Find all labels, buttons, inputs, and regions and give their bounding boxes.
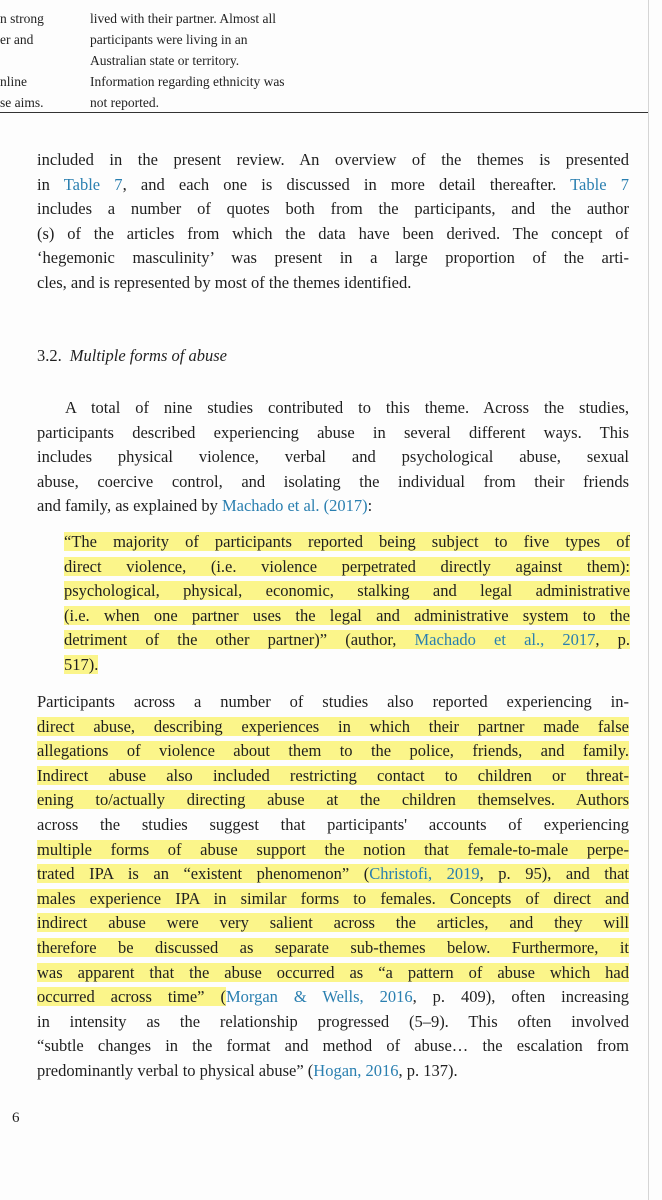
text-line xyxy=(37,739,629,764)
text-line xyxy=(37,470,629,495)
table-right-cell: not reported. xyxy=(90,95,159,110)
text-run: detriment of the other partner)” (author, xyxy=(64,630,415,650)
text-line xyxy=(37,1034,629,1059)
text-run: in xyxy=(37,174,64,194)
page-number: 6 xyxy=(12,1110,20,1126)
text-run: was apparent that the abuse occurred as “a pattern of abuse which had xyxy=(37,962,629,982)
text-run: includes a number of quotes both from the participants, and the author xyxy=(37,199,629,219)
text-line xyxy=(37,911,629,936)
text-line xyxy=(37,1010,629,1035)
table-right-cell: Australian state or territory. xyxy=(90,53,240,68)
text-run: males experience IPA in similar forms to females. Concepts of direct and xyxy=(37,888,629,908)
section-number: 3.2. xyxy=(37,346,62,365)
citation-link[interactable]: Machado et al. (2017) xyxy=(221,496,368,516)
text-run: and family, as explained by xyxy=(37,496,222,516)
table-bottom-rule xyxy=(0,112,648,113)
text-run: allegations of violence about them to the police, friends, and family. xyxy=(37,741,629,761)
discussion-paragraph xyxy=(37,690,629,1084)
text-run: includes physical violence, verbal and psychological abuse, sexual xyxy=(37,447,629,467)
text-run: , p. 95), and that xyxy=(479,864,629,884)
text-run: psychological, physical, economic, stalking and legal administrative xyxy=(64,581,630,601)
text-line xyxy=(37,961,629,986)
citation-link[interactable]: Machado et al., 2017 xyxy=(414,630,596,650)
text-line xyxy=(37,246,629,271)
table-left-cell: er and xyxy=(0,32,34,47)
text-line xyxy=(37,1059,629,1084)
text-line xyxy=(37,148,629,173)
text-run: ‘hegemonic masculinity’ was present in a large proportion of the arti- xyxy=(37,248,629,268)
text-line xyxy=(37,445,629,470)
text-line xyxy=(37,936,629,961)
section-heading xyxy=(37,346,227,366)
table-left-cell: n strong xyxy=(0,11,44,26)
table-right-cell: participants were living in an xyxy=(90,32,248,47)
text-line xyxy=(37,173,629,198)
block-quote xyxy=(64,530,630,678)
text-line xyxy=(37,838,629,863)
text-line xyxy=(37,222,629,247)
text-run: in intensity as the relationship progressed (5–9). This often involved xyxy=(37,1011,629,1031)
section-title: Multiple forms of abuse xyxy=(69,346,227,365)
text-line xyxy=(64,604,630,629)
text-run: , and each one is discussed in more detail thereafter. xyxy=(122,174,571,194)
table-right-cell: lived with their partner. Almost all xyxy=(90,11,276,26)
text-line xyxy=(64,579,630,604)
participants-table-fragment xyxy=(0,0,662,112)
citation-link[interactable]: Table 7 xyxy=(570,174,629,194)
text-line xyxy=(64,628,630,653)
text-run: (i.e. when one partner uses the legal and administrative system to the xyxy=(64,605,630,625)
text-line xyxy=(37,764,629,789)
text-line xyxy=(37,788,629,813)
text-line xyxy=(37,271,629,296)
text-line xyxy=(64,555,630,580)
text-line xyxy=(37,985,629,1010)
citation-link[interactable]: Christofi, 2019 xyxy=(369,864,480,884)
text-run: , p. 409), often increasing xyxy=(412,987,629,1007)
text-line xyxy=(37,494,629,519)
text-line xyxy=(37,690,629,715)
text-line xyxy=(64,653,630,678)
text-run: trated IPA is an “existent phenomenon” ( xyxy=(37,864,370,884)
text-run: cles, and is represented by most of the themes identified. xyxy=(37,272,412,292)
theme-paragraph xyxy=(37,396,629,519)
intro-paragraph xyxy=(37,148,629,296)
text-line xyxy=(37,715,629,740)
text-run: Indirect abuse also included restricting contact to children or threat- xyxy=(37,765,629,785)
table-left-cell: nline xyxy=(0,74,27,89)
text-run: abuse, coercive control, and isolating the individual from their friends xyxy=(37,471,629,491)
citation-link[interactable]: Hogan, 2016 xyxy=(313,1060,399,1080)
text-line xyxy=(37,197,629,222)
text-run: (s) of the articles from which the data have been derived. The concept of xyxy=(37,223,629,243)
citation-link[interactable]: Morgan & Wells, 2016 xyxy=(225,987,413,1007)
text-line xyxy=(37,887,629,912)
text-run: direct abuse, describing experiences in which their partner made false xyxy=(37,716,629,736)
text-run: therefore be discussed as separate sub-themes below. Furthermore, it xyxy=(37,937,629,957)
text-line xyxy=(37,396,629,421)
text-line xyxy=(37,421,629,446)
text-run: ening to/actually directing abuse at the children themselves. Authors xyxy=(37,790,629,810)
text-line xyxy=(37,813,629,838)
table-right-cell: Information regarding ethnicity was xyxy=(90,74,285,89)
text-run: “The majority of participants reported being subject to five types of xyxy=(64,532,630,551)
text-run: , p. 137). xyxy=(398,1060,458,1080)
text-run: across the studies suggest that participants' accounts of experiencing xyxy=(37,814,629,834)
text-run: predominantly verbal to physical abuse” ( xyxy=(37,1060,314,1080)
text-line xyxy=(64,530,630,555)
text-run: direct violence, (i.e. violence perpetrated directly against them): xyxy=(64,556,630,576)
text-run: included in the present review. An overview of the themes is presented xyxy=(37,150,629,169)
text-run: indirect abuse were very salient across the articles, and they will xyxy=(37,913,629,933)
text-line xyxy=(37,862,629,887)
text-run: multiple forms of abuse support the notion that female-to-male perpe- xyxy=(37,839,629,859)
table-left-cell: se aims. xyxy=(0,95,44,110)
text-run: A total of nine studies contributed to this theme. Across the studies, xyxy=(65,398,629,417)
page-edge xyxy=(648,0,649,1200)
citation-link[interactable]: Table 7 xyxy=(63,174,123,194)
text-run: occurred across time” ( xyxy=(37,987,226,1007)
text-run: 517). xyxy=(64,654,99,674)
text-run: “subtle changes in the format and method of abuse… the escalation from xyxy=(37,1036,629,1056)
text-run: , p. xyxy=(595,630,630,650)
text-run: participants described experiencing abuse in several different ways. This xyxy=(37,422,629,442)
text-run: Participants across a number of studies also reported experiencing in- xyxy=(37,692,629,711)
text-run: : xyxy=(367,496,373,516)
